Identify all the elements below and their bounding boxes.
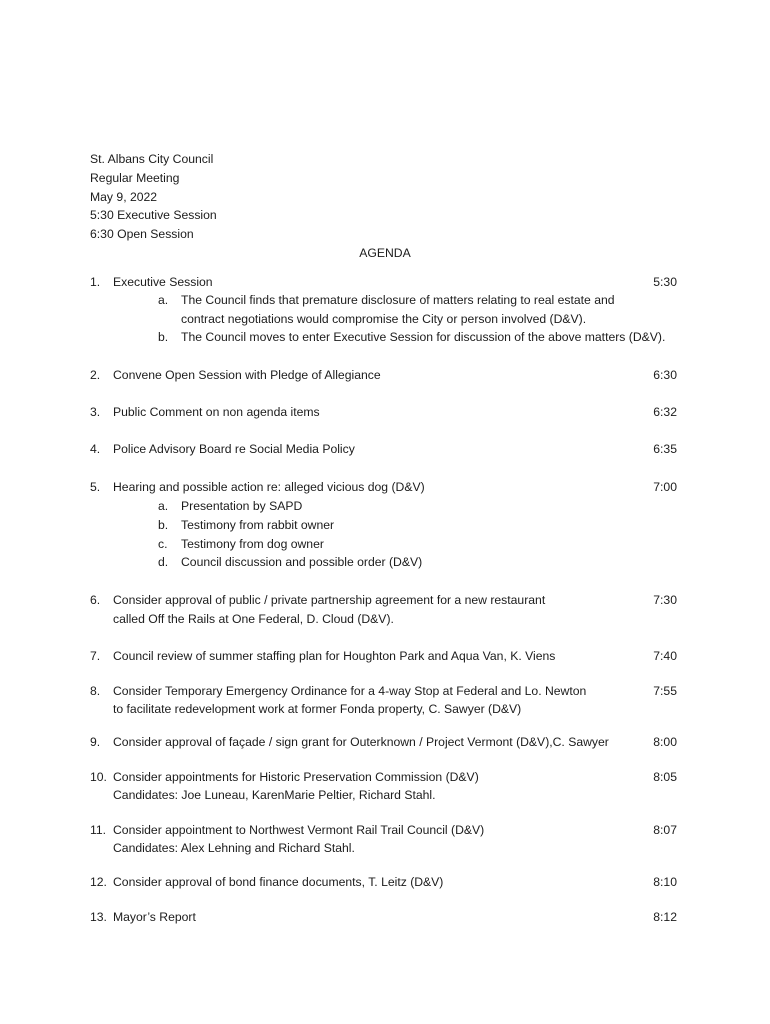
item-number: 5.	[90, 480, 101, 494]
item-text: Consider approval of façade / sign grant for Outerknown / Project Vermont (D&V),C. Sawyer	[113, 735, 609, 749]
item-text: Hearing and possible action re: alleged vicious dog (D&V)	[113, 480, 425, 494]
meeting-type: Regular Meeting	[90, 171, 180, 185]
item-time: 8:10	[653, 875, 677, 889]
item-text: Police Advisory Board re Social Media Policy	[113, 442, 355, 456]
sub-item-letter: d.	[158, 555, 169, 569]
item-time: 8:00	[653, 735, 677, 749]
sub-item-letter: a.	[158, 293, 169, 307]
item-number: 3.	[90, 405, 101, 419]
item-text: Consider approval of public / private partnership agreement for a new restaurant	[113, 593, 546, 607]
sub-item-text: contract negotiations would compromise the City or person involved (D&V).	[181, 312, 587, 326]
item-number: 9.	[90, 735, 101, 749]
item-text: Consider Temporary Emergency Ordinance for a 4-way Stop at Federal and Lo. Newton	[113, 684, 587, 698]
item-text: Consider appointment to Northwest Vermont Rail Trail Council (D&V)	[113, 823, 485, 837]
item-number: 8.	[90, 684, 101, 698]
item-time: 8:05	[653, 770, 677, 784]
item-time: 7:00	[653, 480, 677, 494]
sub-item-text: Council discussion and possible order (D&V)	[181, 555, 423, 569]
item-text: Candidates: Joe Luneau, KarenMarie Peltier, Richard Stahl.	[113, 788, 436, 802]
item-text: Candidates: Alex Lehning and Richard Stahl.	[113, 841, 355, 855]
sub-item-letter: b.	[158, 330, 169, 344]
item-number: 11.	[90, 823, 107, 837]
item-text: Council review of summer staffing plan for Houghton Park and Aqua Van, K. Viens	[113, 649, 556, 663]
item-number: 1.	[90, 275, 101, 289]
item-number: 12.	[90, 875, 107, 889]
item-text: Public Comment on non agenda items	[113, 405, 320, 419]
item-time: 8:12	[653, 910, 677, 924]
item-time: 6:35	[653, 442, 677, 456]
item-number: 2.	[90, 368, 101, 382]
item-number: 13.	[90, 910, 107, 924]
item-text: Convene Open Session with Pledge of Allegiance	[113, 368, 381, 382]
item-text: to facilitate redevelopment work at former Fonda property, C. Sawyer (D&V)	[113, 702, 522, 716]
item-number: 6.	[90, 593, 101, 607]
item-time: 7:55	[653, 684, 677, 698]
sub-item-text: Presentation by SAPD	[181, 499, 303, 513]
item-text: Consider appointments for Historic Preservation Commission (D&V)	[113, 770, 479, 784]
item-time: 6:32	[653, 405, 677, 419]
sub-item-letter: c.	[158, 537, 168, 551]
item-number: 4.	[90, 442, 101, 456]
sub-item-text: The Council finds that premature disclosure of matters relating to real estate and	[181, 293, 615, 307]
item-number: 7.	[90, 649, 101, 663]
item-time: 7:40	[653, 649, 677, 663]
item-text: Consider approval of bond finance documents, T. Leitz (D&V)	[113, 875, 444, 889]
item-text: Mayor’s Report	[113, 910, 196, 924]
open-session-time: 6:30 Open Session	[90, 227, 194, 241]
agenda-title: AGENDA	[359, 246, 411, 260]
executive-session-time: 5:30 Executive Session	[90, 208, 217, 222]
item-time: 5:30	[653, 275, 677, 289]
sub-item-text: Testimony from dog owner	[181, 537, 324, 551]
item-time: 7:30	[653, 593, 677, 607]
item-time: 8:07	[653, 823, 677, 837]
sub-item-text: The Council moves to enter Executive Session for discussion of the above matters (D&V).	[181, 330, 666, 344]
sub-item-letter: a.	[158, 499, 169, 513]
item-text: Executive Session	[113, 275, 213, 289]
meeting-date: May 9, 2022	[90, 190, 158, 204]
item-time: 6:30	[653, 368, 677, 382]
sub-item-text: Testimony from rabbit owner	[181, 518, 335, 532]
sub-item-letter: b.	[158, 518, 169, 532]
organization-name: St. Albans City Council	[90, 152, 214, 166]
item-number: 10.	[90, 770, 107, 784]
item-text: called Off the Rails at One Federal, D. Cloud (D&V).	[113, 612, 394, 626]
